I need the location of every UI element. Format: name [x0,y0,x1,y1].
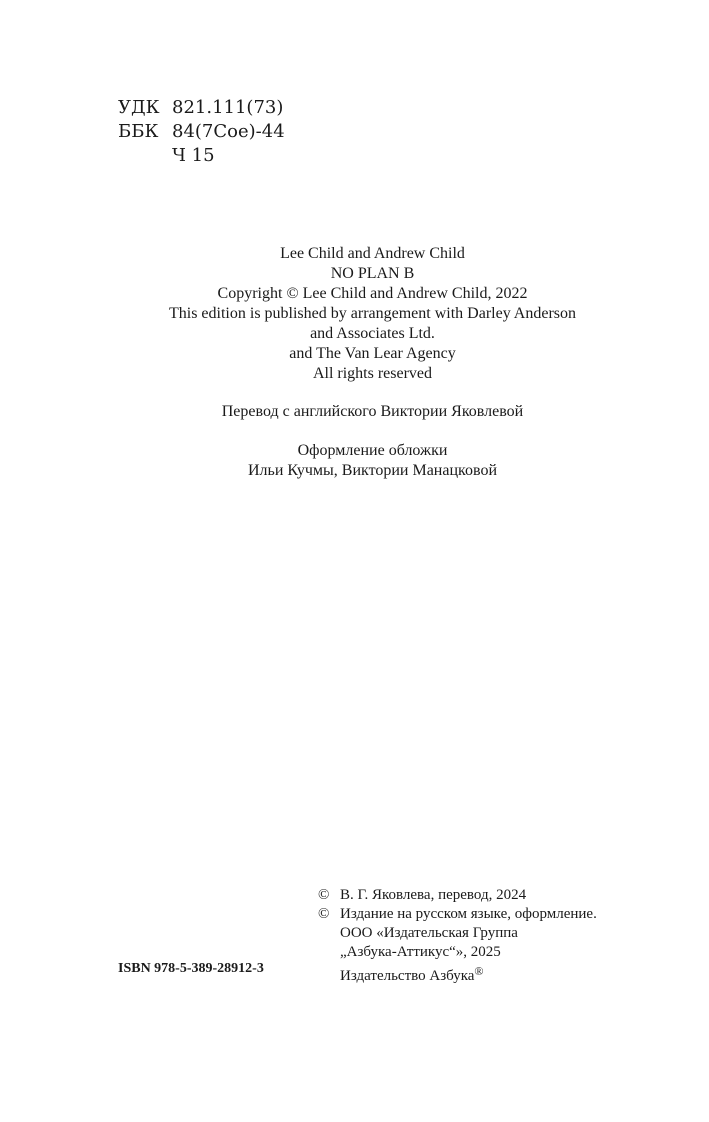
credits-block [0,244,709,384]
bbk-value: 84(7Сое)-44 [172,121,285,142]
author-mark: Ч 15 [172,145,215,166]
credit-line-copyright: Copyright © Lee Child and Andrew Child, 2022 [217,285,528,302]
publisher-line-1: ООО «Издательская Группа [340,925,518,941]
publisher-imprint [318,962,597,986]
credit-line-agency-1: and Associates Ltd. [310,325,435,342]
credit-line-authors: Lee Child and Andrew Child [280,245,465,262]
cover-design-names: Ильи Кучмы, Виктории Манацковой [247,462,497,479]
publisher-line-2: „Азбука-Аттикус“», 2025 [340,944,501,960]
credit-line-arrangement: This edition is published by arrangement with Darley Anderson [168,305,577,322]
copyright-translation-text: В. Г. Яковлева, перевод, 2024 [340,887,527,903]
bbk-label: ББК [118,121,159,142]
copyright-edition [318,905,597,924]
credit-line-original-title: NO PLAN B [330,265,415,282]
copyright-symbol: © [318,887,330,903]
registered-mark: ® [474,964,484,978]
classification-block [118,96,285,168]
credit-line-rights: All rights reserved [312,365,433,382]
publisher-imprint-text: Издательство Азбука [340,968,475,984]
udk-row [118,96,285,120]
copyright-translation [318,886,597,905]
copyright-block [318,886,597,986]
credit-line-agency-2: and The Van Lear Agency [289,345,456,362]
isbn: ISBN 978-5-389-28912-3 [118,961,264,976]
udk-value: 821.111(73) [172,97,284,118]
translation-credit: Перевод с английского Виктории Яковлевой [221,403,524,420]
copyright-edition-text: Издание на русском языке, оформление. [340,906,597,922]
bbk-row [118,120,285,144]
copyright-symbol: © [318,906,330,922]
cover-design-label: Оформление обложки [297,442,448,459]
udk-label: УДК [118,97,160,118]
cover-design-credit [0,441,709,481]
